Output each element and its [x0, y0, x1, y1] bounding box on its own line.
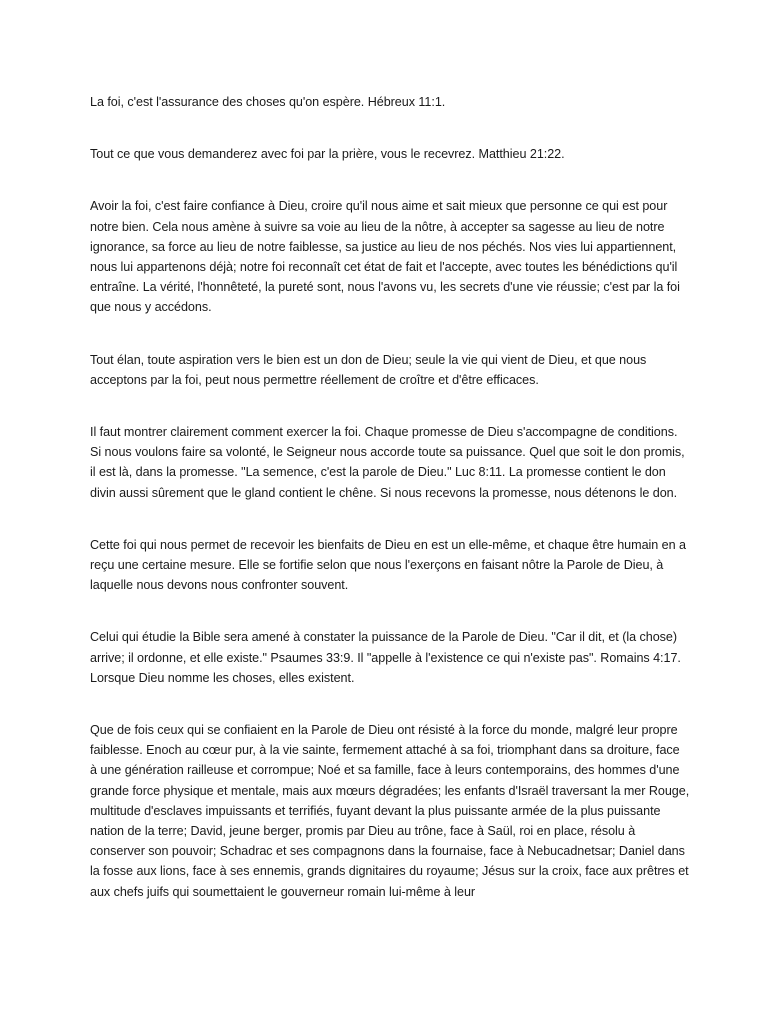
paragraph-trust-in-god: Avoir la foi, c'est faire confiance à Dieu, croire qu'il nous aime et sait mieux que personne ce qui est pour notre bien. Cela nous amène à suivre sa voie au lieu de la nôtre, à accepter sa sagesse au lieu de notre ignorance, sa force au lieu de notre faiblesse, sa justice au lieu de nos péchés. Nos vies lui appartiennent, nous lui appartenons déjà; notre foi reconnaît cet état de fait et l'accepte, avec toutes les bénédictions qu'il entraîne. La vérité, l'honnêteté, la pureté sont, nous l'avons vu, les secrets d'une vie réussie; c'est par la foi que nous y accédons.	[90, 199, 680, 315]
paragraph-prayer-promise: Tout ce que vous demanderez avec foi par la prière, vous le recevrez. Matthieu 21:22.	[90, 147, 565, 162]
paragraph-faith-definition: La foi, c'est l'assurance des choses qu'on espère. Hébreux 11:1.	[90, 95, 446, 109]
paragraph-exercising-faith: Il faut montrer clairement comment exercer la foi. Chaque promesse de Dieu s'accompagne de conditions. Si nous voulons faire sa volonté, le Seigneur nous accorde toute sa puissance. Quel que soit le don promis, il est là, dans la promesse. "La semence, c'est la parole de Dieu." Luc 8:11. La promesse contient le don divin aussi sûrement que le gland contient le chêne. Si nous recevons la promesse, nous détenons le don.	[90, 425, 685, 500]
paragraph-examples-of-faith: Que de fois ceux qui se confiaient en la Parole de Dieu ont résisté à la force du monde, malgré leur propre faiblesse. Enoch au cœur pur, à la vie sainte, fermement attaché à sa foi, triomphant dans sa droiture, face à une génération railleuse et corrompue; Noé et sa famille, face à leurs contemporains, des hommes d'une grande force physique et mentale, mais aux mœurs dégradées; les enfants d'Israël traversant la mer Rouge, multitude d'esclaves impuissants et terrifiés, fuyant devant la plus puissante armée de la plus puissante nation de la terre; David, jeune berger, promis par Dieu au trône, face à Saül, roi en place, résolu à conserver son pouvoir; Schadrac et ses compagnons dans la fournaise, face à Nebucadnetsar; Daniel dans la fosse aux lions, face à ses ennemis, grands dignitaires du royaume; Jésus sur la croix, face aux prêtres et aux chefs juifs qui soumettaient le gouverneur romain lui-même à leur	[90, 723, 690, 899]
document-page	[90, 92, 690, 902]
paragraph-gift-of-god: Tout élan, toute aspiration vers le bien est un don de Dieu; seule la vie qui vient de Dieu, et que nous acceptons par la foi, peut nous permettre réellement de croître et d'être efficaces.	[90, 352, 647, 387]
paragraph-faith-as-gift: Cette foi qui nous permet de recevoir les bienfaits de Dieu en est un elle-même, et chaque être humain en a reçu une certaine mesure. Elle se fortifie selon que nous l'exerçons en faisant nôtre la Parole de Dieu, à laquelle nous devons nous confronter souvent.	[90, 537, 686, 593]
paragraph-power-of-word: Celui qui étudie la Bible sera amené à constater la puissance de la Parole de Dieu. "Car il dit, et (la chose) arrive; il ordonne, et elle existe." Psaumes 33:9. Il "appelle à l'existence ce qui n'existe pas". Romains 4:17. Lorsque Dieu nomme les choses, elles existent.	[90, 630, 681, 685]
